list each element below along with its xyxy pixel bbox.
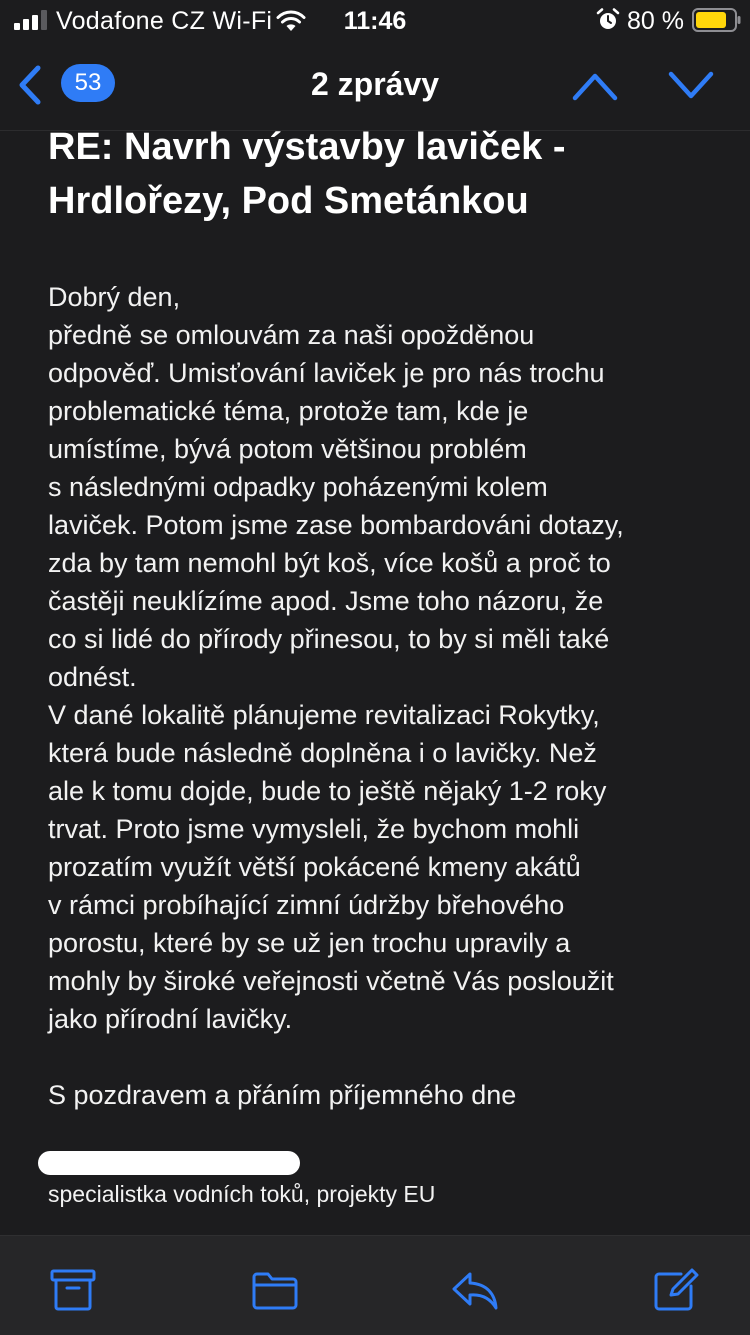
alarm-icon	[596, 8, 620, 32]
body-line: mohly by široké veřejnosti včetně Vás posloužit	[48, 966, 614, 996]
redacted-name	[38, 1151, 300, 1175]
archive-icon[interactable]	[49, 1268, 97, 1312]
body-line: porostu, které by se už jen trochu upravily a	[48, 928, 571, 958]
body-line: Dobrý den,	[48, 282, 181, 312]
battery-percent: 80 %	[627, 7, 684, 35]
signature-title: specialistka vodních toků, projekty EU	[48, 1181, 436, 1207]
body-line: zda by tam nemohl být koš, více košů a proč to	[48, 548, 611, 578]
body-line: trvat. Proto jsme vymysleli, že bychom mohli	[48, 814, 580, 844]
body-line: problematické téma, protože tam, kde je	[48, 396, 529, 426]
body-line: ale k tomu dojde, bude to ještě nějaký 1-2 roky	[48, 776, 607, 806]
chevron-down-icon[interactable]	[666, 66, 716, 106]
page-title: 2 zprávy	[310, 66, 440, 102]
body-line: odnést.	[48, 662, 137, 692]
body-line: jako přírodní lavičky.	[48, 1004, 293, 1034]
body-line: V dané lokalitě plánujeme revitalizaci Rokytky,	[48, 700, 600, 730]
message-body	[48, 278, 718, 1114]
carrier-name: Vodafone CZ Wi-Fi	[56, 7, 273, 35]
body-line: odpověď. Umisťování laviček je pro nás trochu	[48, 358, 605, 388]
bottom-toolbar	[0, 1235, 750, 1335]
status-bar	[0, 0, 750, 44]
unread-count-badge[interactable]: 53	[61, 64, 115, 102]
body-line: prozatím využít větší pokácené kmeny akátů	[48, 852, 581, 882]
body-line: častěji neuklízíme apod. Jsme toho názoru, že	[48, 586, 604, 616]
body-line: předně se omlouvám za naši opožděnou	[48, 320, 535, 350]
compose-icon[interactable]	[653, 1268, 701, 1312]
paragraph-gap	[48, 1038, 718, 1076]
folder-icon[interactable]	[251, 1268, 299, 1312]
body-line: umístíme, bývá potom většinou problém	[48, 434, 527, 464]
body-line: která bude následně doplněna i o lavičky. Než	[48, 738, 597, 768]
clock: 11:46	[343, 7, 407, 35]
chevron-up-icon[interactable]	[570, 66, 620, 106]
reply-icon[interactable]	[451, 1268, 499, 1312]
message-view[interactable]	[0, 130, 750, 1235]
body-line: laviček. Potom jsme zase bombardováni dotazy,	[48, 510, 624, 540]
subject-line: RE: Navrh výstavby laviček -	[48, 130, 566, 168]
body-line: s následnými odpadky poházenými kolem	[48, 472, 548, 502]
subject-line: Hrdlořezy, Pod Smetánkou	[48, 180, 529, 222]
closing-line: S pozdravem a přáním příjemného dne	[48, 1080, 517, 1110]
message-subject	[48, 130, 708, 228]
battery-icon	[692, 8, 742, 32]
navigation-bar	[0, 44, 750, 131]
body-line: co si lidé do přírody přinesou, to by si měli také	[48, 624, 610, 654]
body-line: v rámci probíhající zimní údržby břehového	[48, 890, 565, 920]
